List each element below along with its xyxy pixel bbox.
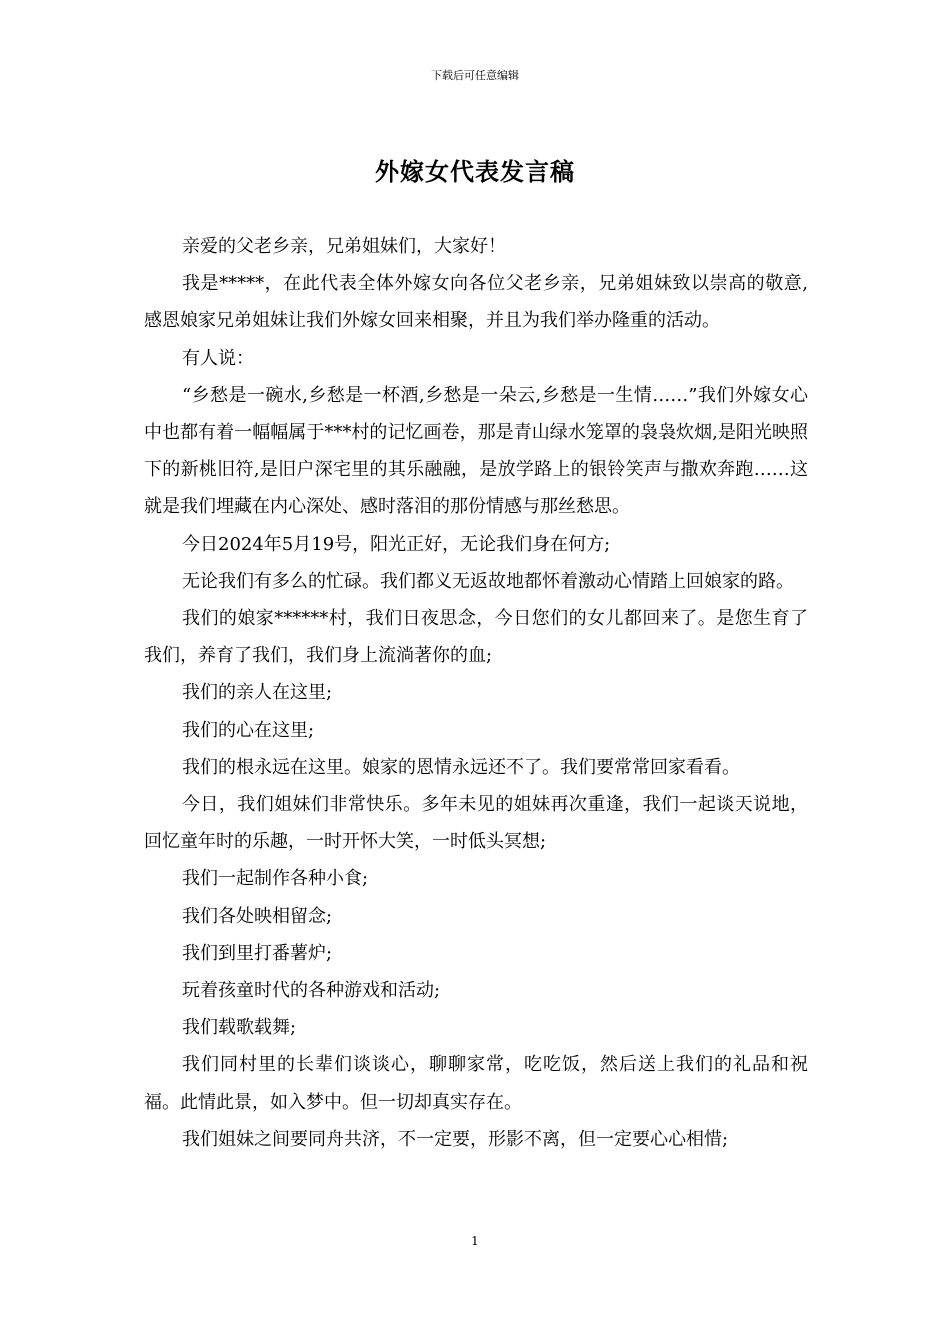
paragraph: 我们载歌载舞; — [182, 1017, 297, 1039]
paragraph: 无论我们有多么的忙碌。我们都义无返故地都怀着激动心情踏上回娘家的路。 — [182, 570, 794, 592]
paragraph: 我们的娘家******村，我们日夜思念，今日您们的女儿都回来了。是您生育了我们，养育了我们，我们身上流淌著你的血; — [144, 608, 808, 667]
document-title: 外嫁女代表发言稿 — [375, 157, 575, 186]
header-note: 下载后可任意编辑 — [431, 69, 519, 82]
paragraph: 有人说： — [182, 347, 254, 369]
paragraph: 今日2024年5月19号，阳光正好，无论我们身在何方; — [182, 533, 611, 555]
paragraph: 亲爱的父老乡亲，兄弟姐妹们，大家好！ — [182, 236, 506, 257]
paragraph: 我们一起制作各种小食; — [182, 868, 369, 890]
paragraph: 我们各处映相留念; — [182, 905, 333, 927]
paragraph: 我们的亲人在这里; — [182, 682, 333, 704]
page-number: 1 — [471, 1234, 479, 1248]
document-body — [144, 228, 808, 1158]
paragraph: “乡愁是一碗水,乡愁是一杯酒,乡愁是一朵云,乡愁是一生情……”我们外嫁女心中也都有着一幅幅属于***村的记忆画卷，那是青山绿水笼罩的袅袅炊烟,是阳光映照下的新桃旧符,是旧户深宅里的其乐融融，是放学路上的银铃笑声与撒欢奔跑……这就是我们埋藏在内心深处、感时落泪的那份情感与那丝愁思。 — [144, 384, 808, 518]
paragraph: 我们到里打番薯炉; — [182, 942, 333, 964]
paragraph: 我们姐妹之间要同舟共济，不一定要，形影不离，但一定要心心相惜; — [182, 1128, 729, 1150]
paragraph: 玩着孩童时代的各种游戏和活动; — [182, 980, 441, 1002]
paragraph: 今日，我们姐妹们非常快乐。多年未见的姐妹再次重逢，我们一起谈天说地，回忆童年时的乐趣，一时开怀大笑，一时低头冥想; — [144, 794, 808, 853]
paragraph: 我是*****，在此代表全体外嫁女向各位父老乡亲，兄弟姐妹致以崇高的敬意,感恩娘家兄弟姐妹让我们外嫁女回来相聚，并且为我们举办隆重的活动。 — [144, 273, 808, 332]
paragraph: 我们的根永远在这里。娘家的恩情永远还不了。我们要常常回家看看。 — [182, 756, 740, 778]
paragraph: 我们同村里的长辈们谈谈心，聊聊家常，吃吃饭，然后送上我们的礼品和祝福。此情此景，如入梦中。但一切却真实存在。 — [144, 1054, 808, 1113]
paragraph: 我们的心在这里; — [182, 719, 315, 741]
